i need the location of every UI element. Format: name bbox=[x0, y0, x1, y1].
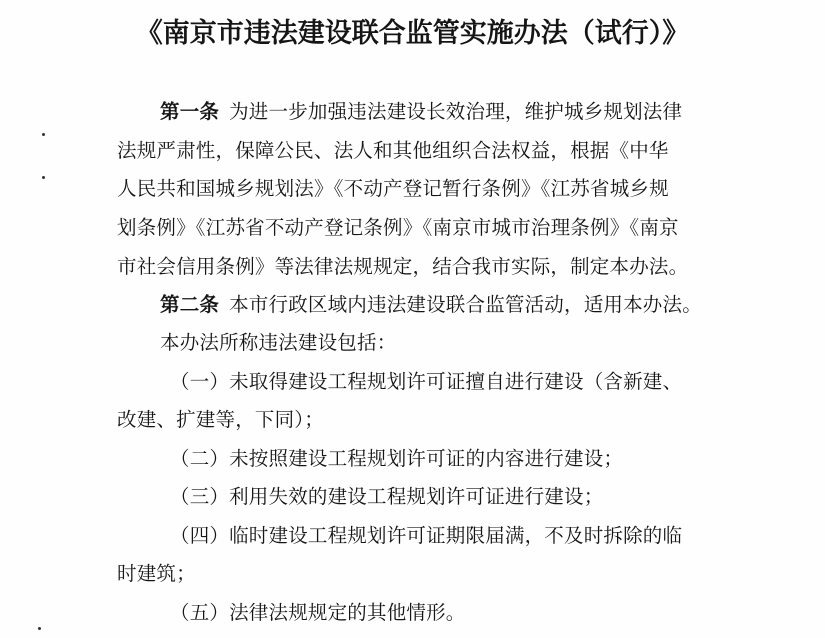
item-2: （二）未按照建设工程规划许可证的内容进行建设； bbox=[170, 447, 624, 470]
document-title: 《南京市违法建设联合监管实施办法（试行）》 bbox=[135, 18, 690, 49]
article-1-line-2: 法规严肃性，保障公民、法人和其他组织合法权益，根据《中华 bbox=[117, 139, 669, 162]
article-1-line-4: 划条例》《江苏省不动产登记条例》《南京市城市治理条例》《南京 bbox=[117, 216, 679, 239]
item-1-line-2: 改建、扩建等，下同）； bbox=[117, 408, 324, 431]
article-2-text: 本市行政区域内违法建设联合监管活动，适用本办法。 bbox=[229, 293, 702, 316]
item-3: （三）利用失效的建设工程规划许可证进行建设； bbox=[170, 485, 604, 508]
article-1-text-line: 为进一步加强违法建设长效治理，维护城乡规划法律 bbox=[229, 100, 683, 123]
article-1-label: 第一条 bbox=[160, 100, 220, 123]
article-2-line bbox=[160, 287, 702, 323]
scope-intro: 本办法所称违法建设包括： bbox=[160, 331, 397, 354]
scan-speck bbox=[42, 176, 45, 179]
item-4-line-2: 时建筑； bbox=[117, 562, 196, 585]
item-5: （五）法律法规规定的其他情形。 bbox=[170, 601, 466, 624]
article-2-label: 第二条 bbox=[160, 293, 220, 316]
scan-speck bbox=[38, 627, 41, 630]
item-1-line-1: （一）未取得建设工程规划许可证擅自进行建设（含新建、 bbox=[170, 370, 683, 393]
article-1-line-1 bbox=[160, 94, 682, 130]
item-4-line-1: （四）临时建设工程规划许可证期限届满，不及时拆除的临 bbox=[170, 524, 683, 547]
article-1-line-5: 市社会信用条例》等法律法规规定，结合我市实际，制定本办法。 bbox=[117, 255, 689, 278]
article-1-line-3: 人民共和国城乡规划法》《不动产登记暂行条例》《江苏省城乡规 bbox=[117, 177, 669, 200]
scan-speck bbox=[42, 133, 45, 136]
